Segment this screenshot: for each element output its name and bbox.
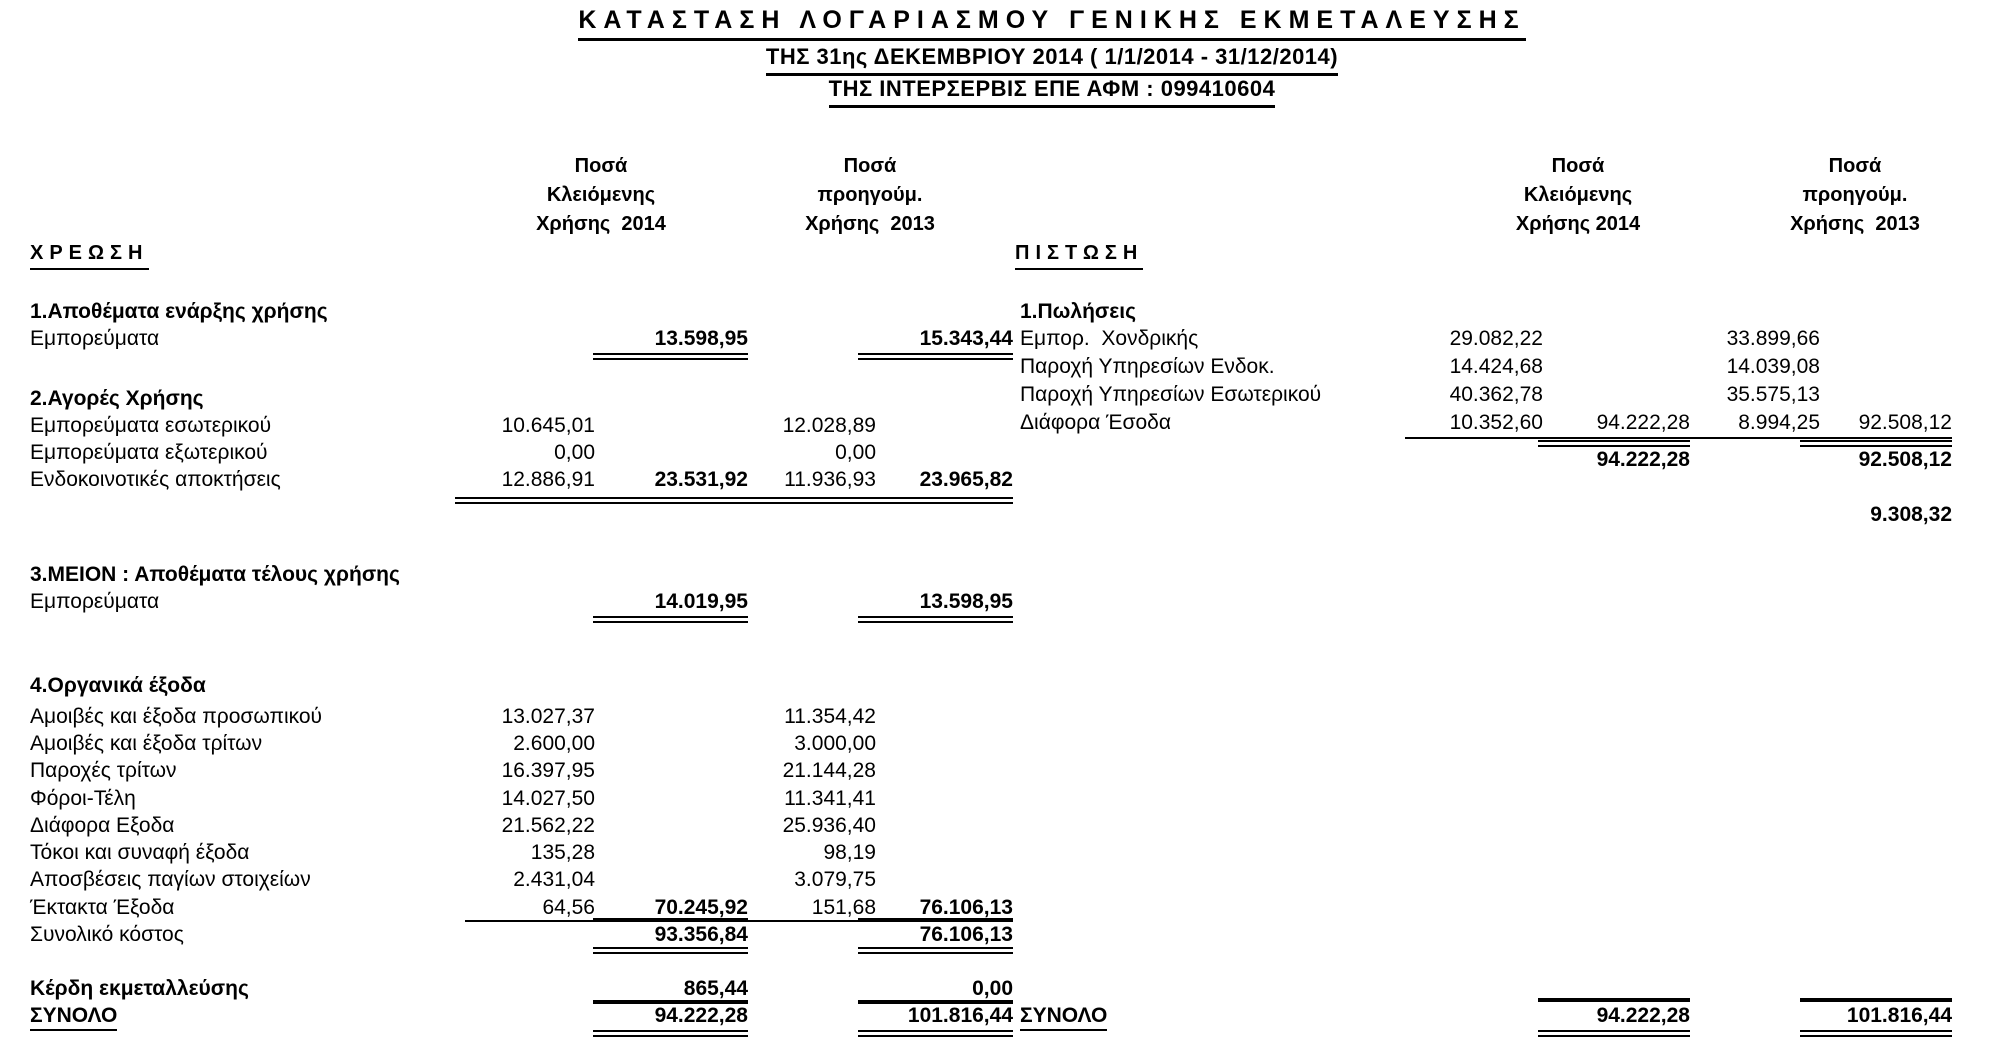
rule-double (1800, 440, 1952, 447)
amount-closing-detail: 21.562,22 (501, 814, 595, 837)
amount-previous-detail: 11.354,42 (784, 705, 876, 728)
amount-previous-detail: 3.079,75 (794, 868, 876, 891)
header-line: Ποσά (1551, 155, 1605, 177)
amount-closing-detail: 10.352,60 (1449, 411, 1543, 434)
amount-previous-total: 76.106,13 (919, 923, 1013, 946)
row-label: Παροχές τρίτων (30, 759, 177, 782)
amount-closing-total: 94.222,28 (1596, 1004, 1690, 1027)
amount-closing-detail: 29.082,22 (1449, 327, 1543, 350)
section-heading-row (30, 387, 1013, 412)
section-label: 4.Οργανικά έξοδα (30, 674, 206, 697)
rule-double (593, 1030, 748, 1037)
row-label: Διάφορα Έσοδα (1020, 411, 1171, 434)
row-label: Διάφορα Εξοδα (30, 814, 175, 837)
row-label: Εμπορεύματα (30, 590, 160, 613)
amount-closing-total: 14.019,95 (654, 590, 748, 613)
amount-closing-total: 23.531,92 (654, 468, 748, 491)
header-line: Χρήσης 2014 (536, 213, 666, 235)
amount-previous-total: 13.598,95 (919, 590, 1013, 613)
row-label: Εμπορεύματα εσωτερικού (30, 414, 272, 437)
title-line-1: ΚΑΤΑΣΤΑΣΗ ΛΟΓΑΡΙΑΣΜΟΥ ΓΕΝΙΚΗΣ ΕΚΜΕΤΑΛΕΥΣΗΣ (578, 6, 1525, 41)
amount-closing-total: 13.598,95 (654, 327, 748, 350)
amount-closing-detail: 2.600,00 (513, 732, 595, 755)
header-line: Ποσά (1828, 155, 1882, 177)
amount-previous-detail: 151,68 (811, 896, 876, 919)
table-row (1020, 503, 1952, 528)
amount-previous-detail: 11.936,93 (784, 468, 876, 491)
amount-closing-detail: 135,28 (530, 841, 595, 864)
section-heading-row (30, 674, 1013, 699)
amount-previous-detail: 3.000,00 (794, 732, 876, 755)
row-label: Συνολικό κόστος (30, 923, 184, 946)
row-label: Αμοιβές και έξοδα προσωπικού (30, 705, 323, 728)
row-label: Τόκοι και συναφή έξοδα (30, 841, 250, 864)
amount-previous-detail: 25.936,40 (782, 814, 876, 837)
rule-double (858, 947, 1013, 954)
rule-heavy (593, 918, 748, 922)
row-label: Παροχή Υπηρεσίων Ενδοκ. (1020, 355, 1275, 378)
amount-closing-detail: 40.362,78 (1449, 383, 1543, 406)
row-label: Φόροι-Τέλη (30, 787, 136, 810)
table-row (30, 441, 1013, 466)
amount-closing-detail: 14.424,68 (1449, 355, 1543, 378)
section-heading-row (30, 563, 1013, 588)
rule-double (455, 497, 1013, 504)
rule-double (1538, 440, 1690, 447)
amount-closing-total: 94.222,28 (1596, 411, 1690, 434)
amount-closing-detail: 16.397,95 (501, 759, 595, 782)
amount-previous-total: 92.508,12 (1858, 448, 1952, 471)
table-row (30, 868, 1013, 893)
table-row (30, 814, 1013, 839)
amount-closing-detail: 64,56 (542, 896, 595, 919)
amount-previous-detail: 33.899,66 (1726, 327, 1820, 350)
table-row (30, 327, 1013, 352)
section-label: 2.Αγορές Χρήσης (30, 387, 204, 410)
table-row (30, 468, 1013, 493)
row-label: Παροχή Υπηρεσίων Εσωτερικού (1020, 383, 1322, 406)
amount-previous-detail: 8.994,25 (1738, 411, 1820, 434)
amount-previous-detail: 0,00 (835, 441, 876, 464)
amount-previous-total: 9.308,32 (1870, 503, 1952, 526)
header-line: Ποσά (574, 155, 628, 177)
table-row (30, 414, 1013, 439)
amount-previous-total: 101.816,44 (1846, 1004, 1952, 1027)
section-label: 3.ΜΕΙΟΝ : Αποθέματα τέλους χρήσης (30, 563, 400, 586)
table-row (30, 590, 1013, 615)
table-row (30, 841, 1013, 866)
row-label: Ενδοκοινοτικές αποκτήσεις (30, 468, 281, 491)
title-line-2: ΤΗΣ 31ης ΔΕΚΕΜΒΡΙΟΥ 2014 ( 1/1/2014 - 31/12/2014) (766, 44, 1338, 76)
header-line: προηγούμ. (1802, 184, 1908, 206)
amount-previous-detail: 21.144,28 (782, 759, 876, 782)
rule-heavy (1538, 998, 1690, 1002)
amount-closing-detail: 10.645,01 (501, 414, 595, 437)
header-line: προηγούμ. (817, 184, 923, 206)
credit-heading: ΠΙΣΤΩΣΗ (1015, 242, 1143, 270)
table-row (30, 787, 1013, 812)
debit-column (30, 0, 1013, 1045)
rule-double (858, 616, 1013, 623)
total-row (30, 1004, 1013, 1029)
rule-double (1538, 1030, 1690, 1037)
row-label: Εμπορεύματα εξωτερικού (30, 441, 268, 464)
section-label: 1.Πωλήσεις (1020, 300, 1137, 323)
amount-closing-total: 94.222,28 (1596, 448, 1690, 471)
rule-double (858, 1030, 1013, 1037)
credit-column (1020, 0, 1952, 1045)
amount-previous-total: 76.106,13 (919, 896, 1013, 919)
amount-closing-total: 94.222,28 (654, 1004, 748, 1027)
table-row (1020, 411, 1952, 436)
amount-previous-detail: 98,19 (823, 841, 876, 864)
rule-double (1800, 1030, 1952, 1037)
amount-closing-total: 93.356,84 (654, 923, 748, 946)
header-line: Χρήσης 2013 (805, 213, 935, 235)
table-row (30, 759, 1013, 784)
table-row (30, 977, 1013, 1002)
rule-double (858, 353, 1013, 360)
table-row (1020, 355, 1952, 380)
rule-heavy (858, 918, 1013, 922)
amount-closing-detail: 13.027,37 (501, 705, 595, 728)
rule-double (593, 947, 748, 954)
amount-closing-detail: 12.886,91 (501, 468, 595, 491)
row-label: Αποσβέσεις παγίων στοιχείων (30, 868, 311, 891)
row-label: Εμπορεύματα (30, 327, 160, 350)
table-row (1020, 448, 1952, 473)
table-row (30, 732, 1013, 757)
table-row (1020, 383, 1952, 408)
rule-single (1405, 437, 1952, 439)
section-heading-row (30, 300, 1013, 325)
debit-heading: ΧΡΕΩΣΗ (30, 242, 149, 270)
row-label: Αμοιβές και έξοδα τρίτων (30, 732, 263, 755)
amount-previous-total: 15.343,44 (919, 327, 1013, 350)
title-line-3: ΤΗΣ ΙΝΤΕΡΣΕΡΒΙΣ ΕΠΕ ΑΦΜ : 099410604 (829, 76, 1276, 108)
amount-previous-detail: 35.575,13 (1726, 383, 1820, 406)
header-line: Ποσά (843, 155, 897, 177)
total-label: ΣΥΝΟΛΟ (30, 1004, 117, 1031)
header-line: Κλειόμενης (546, 184, 656, 206)
amount-previous-total: 23.965,82 (919, 468, 1013, 491)
total-label: ΣΥΝΟΛΟ (1020, 1004, 1107, 1031)
row-label: Εμπορ. Χονδρικής (1020, 327, 1199, 350)
amount-closing-total: 70.245,92 (654, 896, 748, 919)
amount-closing-detail: 0,00 (554, 441, 595, 464)
total-row (1020, 1004, 1952, 1029)
rule-double (593, 616, 748, 623)
amount-previous-detail: 11.341,41 (784, 787, 876, 810)
section-label: 1.Αποθέματα ενάρξης χρήσης (30, 300, 328, 323)
amount-previous-total: 92.508,12 (1858, 411, 1952, 434)
amount-closing-detail: 2.431,04 (513, 868, 595, 891)
header-line: Χρήσης 2014 (1515, 213, 1641, 235)
amount-previous-detail: 12.028,89 (782, 414, 876, 437)
rule-double (593, 353, 748, 360)
amount-closing-detail: 14.027,50 (501, 787, 595, 810)
table-row (30, 705, 1013, 730)
table-row (1020, 327, 1952, 352)
amount-previous-total: 0,00 (972, 977, 1013, 1000)
header-line: Κλειόμενης (1523, 184, 1633, 206)
amount-previous-detail: 14.039,08 (1726, 355, 1820, 378)
table-row (30, 923, 1013, 948)
section-heading-row (1020, 300, 1952, 325)
row-label: Έκτακτα Έξοδα (30, 896, 175, 919)
amount-closing-total: 865,44 (683, 977, 748, 1000)
rule-heavy (1800, 998, 1952, 1002)
row-label: Κέρδη εκμεταλλεύσης (30, 977, 249, 1000)
amount-previous-total: 101.816,44 (907, 1004, 1013, 1027)
header-line: Χρήσης 2013 (1790, 213, 1920, 235)
